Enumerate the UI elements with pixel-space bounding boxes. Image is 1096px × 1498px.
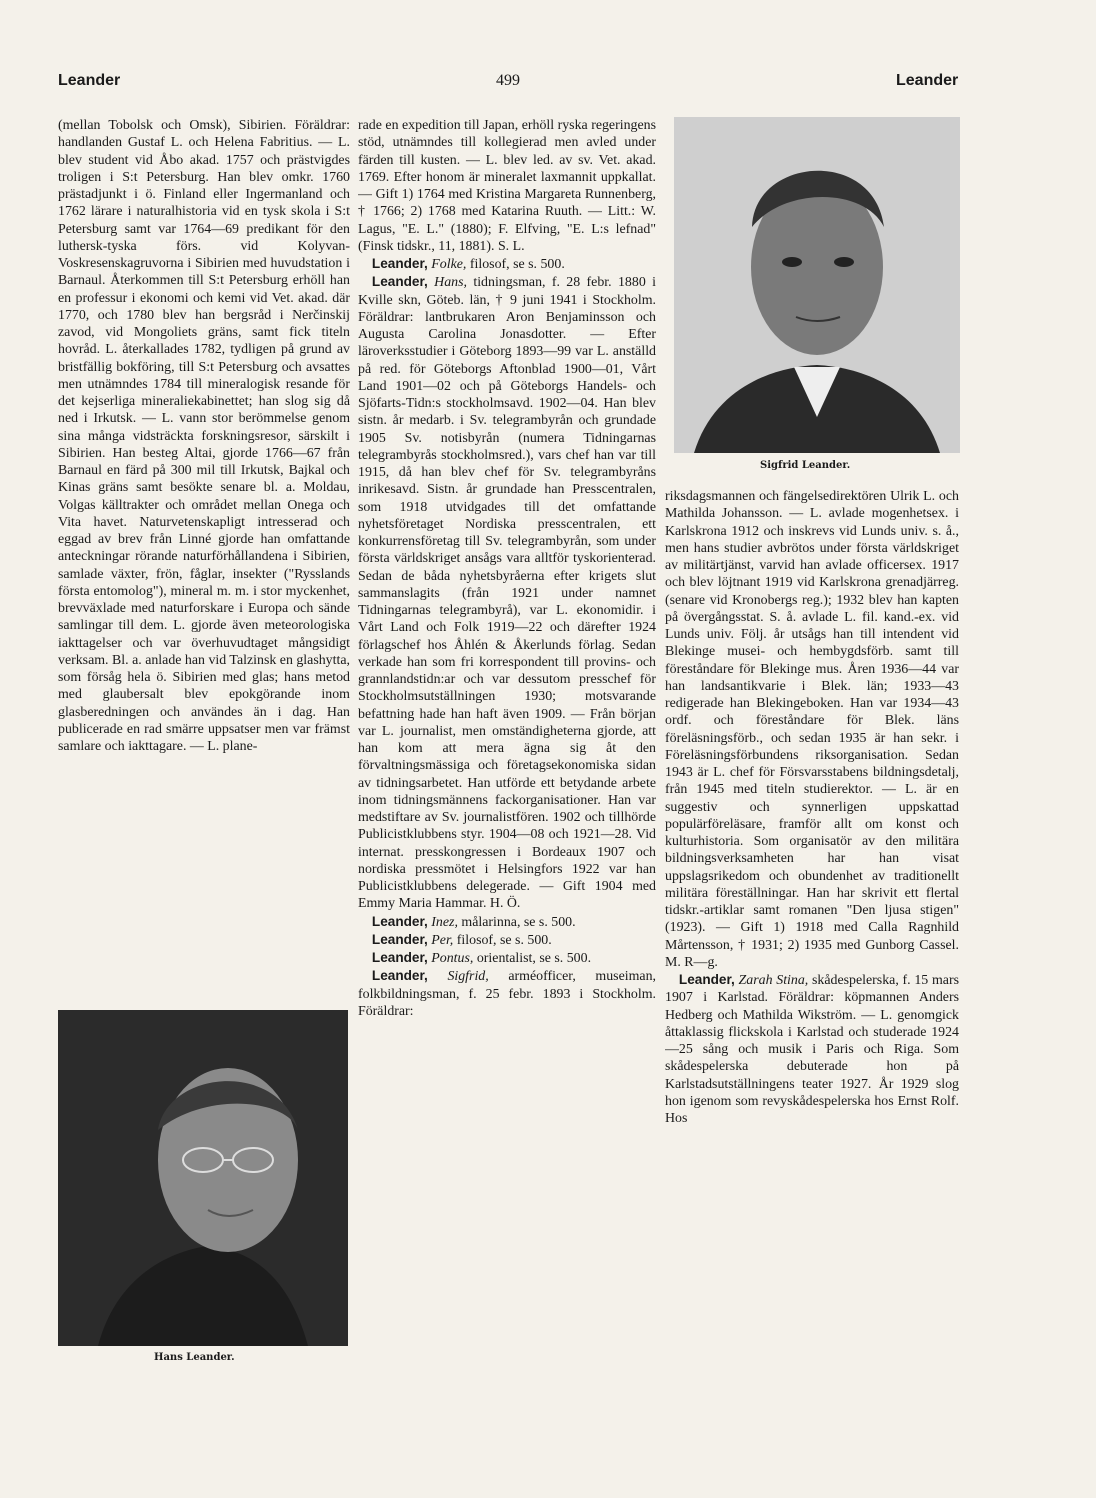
headword: Leander, xyxy=(371,931,428,947)
headword: Leander, xyxy=(371,274,428,290)
entry-sigfrid xyxy=(358,967,656,1020)
entry-body: orientalist, se s. 500. xyxy=(476,951,592,966)
page-number: 499 xyxy=(496,72,520,89)
entry-body: målarinna, se s. 500. xyxy=(461,914,576,930)
column-3 xyxy=(665,488,959,1368)
entry-body: tidningsman, f. 28 febr. 1880 i Kville skn, Göteb. län, † 9 juni 1941 i Stockholm. Föräldrar: lantbrukaren Aron Benjaminsson och Augusta Carolina Jonasdotter. — Efter läroverksstudier i Göteborg 1893—99 var L. anställd på red. för Göteborgs Aftonblad 1900—01, Vårt Land 1901—02 och på Göteborgs Handels- och Sjöfarts-Tidn:s stockholmsavd. 1902—04. Han blev sistn. år medarb. i Sv. telegrambyrån och grundade 1905 Sv. notisbyrån (numera Tidningarnas telegrambyrås stockholmsred.), vars chef han var till 1915, då han blev chef för Sv. telegrambyråns inrikesavd. Sistn. år grundade han Presscentralen, som 1918 utvidgades till det omfattande nyhetsföretaget Nordiska presscentralen, ett konkurrensföretag till Sv. telegrambyrån, som under första världskriget ansågs vara alltför tyskorienterad. Sedan de båda nyhetsbyråerna efter krigets slut sammanslagits (från 1921 under namnet Tidningarnas telegrambyrå), var L. ekonomidir. i Vårt Land och Folk 1919—22 och därefter 1924 förlagschef hos Åhlén & Åkerlunds förlag. Sedan verkade han som fri korrespondent till provins- och grannlandstidn:ar och var dessutom presschef för Stockholmsutställningen 1930; motsvarande befattning hade han haft även 1909. — Från början var L. journalist, men omständigheterna gjorde, att han kom att mera ägna sig åt den förvaltningsmässiga och företagsekonomiska sidan av tidningsarbetet. Han utförde ett betydande arbete inom tidningsmännens fackorganisationer. Han var medstiftare av Sv. journalistfören. 1902 och tillhörde Publicistklubbens styr. 1904—08 och 1921—28. Vid internat. presskongressen i Bordeaux 1907 och nordiska pressmötet i Helsingfors 1922 var han Publicistklubbens delegerade. — Gift 1904 med Emmy Maria Hammar. H. Ö. xyxy=(358,275,656,912)
headword: Leander, xyxy=(371,968,428,984)
portrait-hans-image xyxy=(58,1010,348,1346)
given-name: Pontus, xyxy=(431,951,474,966)
given-name: Folke, xyxy=(431,257,467,272)
entry-body: filosof, se s. 500. xyxy=(469,257,565,272)
column-1 xyxy=(58,117,350,997)
portrait-sigfrid-image xyxy=(674,117,960,453)
headword: Leander, xyxy=(371,256,428,271)
running-header-right: Leander xyxy=(896,72,959,89)
entry-continuation-text-3: riksdagsmannen och fängelsedirektören Ulrik L. och Mathilda Johansson. — L. avlade mogenhetsex. i Karlskrona 1912 och inskrevs vid Lunds univ. s. å., men hans studier avbrötos under första världskriget av militärtjänst, varvid han avlade officersex. 1917 och blev löjtnant 1919 vid Karlskrona grenadjärreg. (senare vid Kronobergs reg.); 1932 blev han kapten på övergångsstat. S. å. avlade L. fil. kand.-ex. vid Lunds univ. Följ. år utsågs han till intendent vid Blekinge musei- och hembygdsförb. samt till föreståndare för Blekinge mus. Åren 1936—44 var han landsantikvarie i Blek. län; 1933—43 redigerade han Blekingeboken. Han var 1934—43 ordf. och föreståndare för Blek. läns föreläsningsförb., och sedan 1935 är han sekr. i Föreläsningsförbundens riksorganisation. Sedan 1943 är L. chef för Försvarsstabens bildningsdetalj, från 1945 med titeln studierektor. — L. är en suggestiv och synnerligen uppskattad populärföreläsare, framför allt om konst och kulturhistoria. Som organisatör av den militära bildningsverksamheten har han visat uppslagsrikedom och obundenhet av traditionellt militära föreställningar. Han har skrivit ett flertal tidskr.-artiklar samt romanen "Den ljusa stigen" (1923). — Gift 1) 1918 med Calla Ragnhild Mårtensson, † 1931; 2) 1935 med Gunborg Cassel. M. R—g. xyxy=(665,489,959,970)
given-name: Per, xyxy=(431,932,454,948)
given-name: Inez, xyxy=(431,914,458,930)
caption-sigfrid: Sigfrid Leander. xyxy=(760,460,851,471)
entry-hans xyxy=(358,273,656,912)
portrait-hans-leander xyxy=(58,1010,348,1346)
entry-continuation-text: (mellan Tobolsk och Omsk), Sibirien. Föräldrar: handlanden Gustaf L. och Helena Fabritius. — L. blev student vid Åbo akad. 1757 och prästvigdes troligen i S:t Petersburg. Han blev omkr. 1760 prästadjunkt i ö. Finland eller Ingermanland och 1762 lärare i naturalhistoria vid en tysk skola i S:t Petersburg samt var 1764—69 predikant för den luthersk-tyska förs. vid Kolyvan-Voskresenskagruvorna i Sibirien med huvudstation i Barnaul. Återkommen till S:t Petersburg erhöll han en professur i ekonomi och kemi vid Vet. akad. där 1770, och 1780 blev han bergsråd i Nerčinskij zavod, vid Mongoliets gräns, samt fick titeln hovråd. L. återkallades 1782, tydligen på grund av bristfällig bokföring, till S:t Petersburg och avsattes men utnämndes 1784 till mineralogisk resande för det kejserliga mineraliekabinettet; han slog sig då ned i Irkutsk. — L. vann stor berömmelse genom sina många vidsträckta forskningsresor, särskilt i Sibirien. Han besteg Altai, gjorde 1766—67 från Barnaul en färd på 300 mil till Irkutsk, Bajkal och Kinas gräns samt besökte senare bl. a. Moldau, Volgas källtrakter och området mellan Onega och Vita havet. Naturvetenskapligt intresserad och eggad av brev från Linné gjorde han omfattande anteckningar rörande naturförhållandena i Sibirien, samlade växter, frön, fåglar, insekter ("Rysslands första entomolog"), mineral m. m. i stor myckenhet, brevväxlade med naturforskare i Europa och sände samlingar till dem. L. gjorde även meteorologiska iakttagelser och var överhuvudtaget mångsidigt verksam. Bl. a. anlade han vid Talzinsk en glashytta, som försåg hela ö. Sibirien med glas; hans metod med glaubersalt blev epokgörande inom glasberedningen och användes än i dag. Han publicerade en rad smärre uppsatser men var främst samlare och iakttagare. — L. plane- xyxy=(58,118,350,754)
entry-body: filosof, se s. 500. xyxy=(456,932,552,948)
entry-body: skådespelerska, f. 15 mars 1907 i Karlstad. Föräldrar: köpmannen Anders Hedberg och Mathilda Wikström. — L. genomgick åttaklassig flickskola i Karlstad och studerade 1924—25 sång och musik i Paris och Riga. Som skådespelerska debuterade hon på Karlstadsutställningens teater 1927. År 1929 slog hon igenom som revyskådespelerska hos Ernst Rolf. Hos xyxy=(665,973,959,1126)
headword: Leander, xyxy=(371,950,428,965)
column-2 xyxy=(358,117,656,1357)
entry-folke xyxy=(358,255,656,273)
entry-zarah xyxy=(665,971,959,1127)
entry-continuation-text-2: rade en expedition till Japan, erhöll ryska regeringens stöd, utnämndes till kollegierad men avled under färden till kusten. — L. blev led. av sv. Vet. akad. 1769. Efter honom är mineralet laxmannit uppkallat. — Gift 1) 1764 med Kristina Margareta Runnenberg, † 1766; 2) 1768 med Katarina Ruuth. — Litt.: W. Lagus, "E. L." (1880); F. Elfving, "E. L:s lefnad" (Finsk tidskr., 11, 1881). S. L. xyxy=(358,118,656,254)
entry-pontus xyxy=(358,949,656,967)
caption-hans: Hans Leander. xyxy=(154,1352,235,1363)
running-header-left: Leander xyxy=(58,72,121,89)
headword: Leander, xyxy=(678,972,735,987)
entry-inez xyxy=(358,913,656,931)
portrait-sigfrid-leander xyxy=(674,117,960,453)
given-name: Hans, xyxy=(434,275,467,291)
given-name: Sigfrid, xyxy=(447,969,489,985)
entry-body: arméofficer, museiman, folkbildningsman, f. 25 febr. 1893 i Stockholm. Föräldrar: xyxy=(358,969,656,1019)
headword: Leander, xyxy=(371,913,428,929)
given-name: Zarah Stina, xyxy=(738,973,809,988)
entry-per xyxy=(358,931,656,949)
